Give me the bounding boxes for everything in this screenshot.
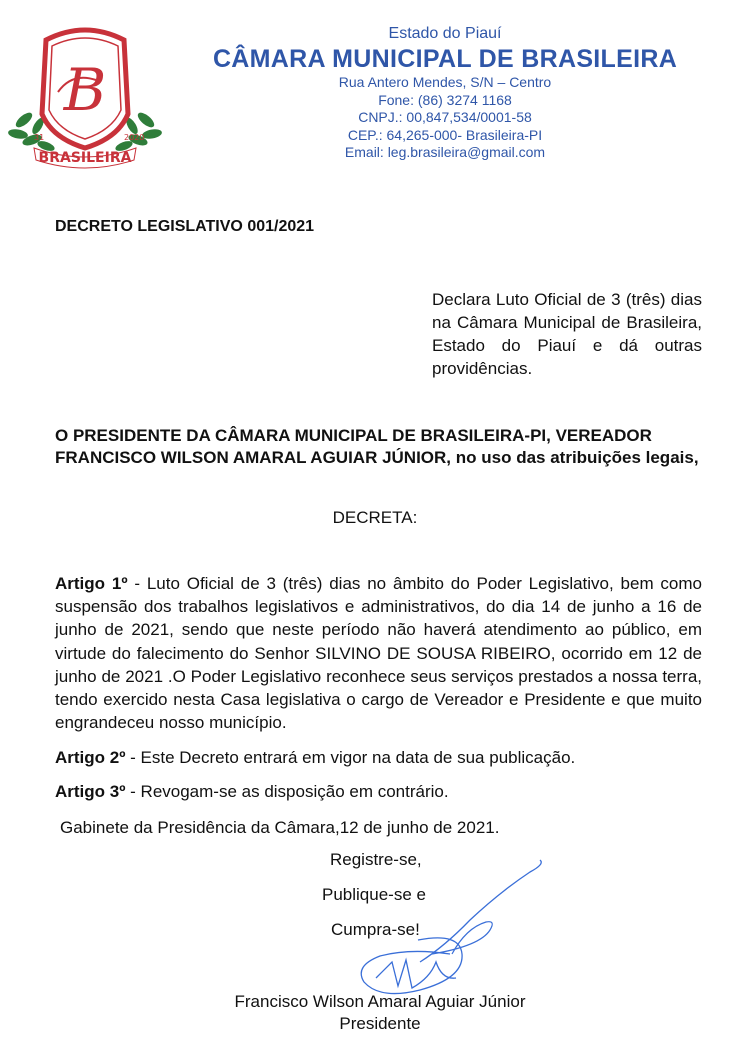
ementa: Declara Luto Oficial de 3 (três) dias na Câmara Municipal de Brasileira, Estado do Piauí e dá outras providências.	[432, 290, 702, 378]
cep: CEP.: 64,265-000- Brasileira-PI	[347, 126, 543, 143]
decreta-heading: DECRETA:	[332, 508, 418, 527]
signer-name: Francisco Wilson Amaral Aguiar Júnior	[234, 992, 526, 1011]
article-2-text: - Este Decreto entrará em vigor na data de sua publicação.	[125, 748, 576, 767]
municipal-crest-logo	[6, 22, 164, 172]
article-3	[55, 780, 449, 803]
article-2	[55, 746, 575, 769]
preamble-text: O PRESIDENTE DA CÂMARA MUNICIPAL DE BRASILEIRA-PI, VEREADOR FRANCISCO WILSON AMARAL AGUIAR JÚNIOR, no uso das atribuições legais,	[55, 426, 699, 467]
cnpj: CNPJ.: 00,847,534/0001-58	[358, 109, 532, 125]
letterhead	[190, 24, 700, 162]
state-name: Estado do Piauí	[388, 25, 502, 42]
email: Email: leg.brasileira@gmail.com	[344, 144, 546, 160]
article-1-label: Artigo 1º	[55, 574, 128, 593]
svg-text:2020: 2020	[124, 133, 145, 142]
register-line: Registre-se,	[330, 850, 422, 869]
svg-text:B: B	[63, 56, 107, 124]
svg-text:31: 31	[34, 133, 45, 142]
article-2-label: Artigo 2º	[55, 748, 126, 767]
address: Rua Antero Mendes, S/N – Centro	[338, 74, 552, 90]
article-3-label: Artigo 3º	[55, 782, 126, 801]
signer-role: Presidente	[339, 1014, 421, 1033]
svg-text:BRASILEIRA: BRASILEIRA	[38, 150, 132, 166]
closing-line: Gabinete da Presidência da Câmara,12 de junho de 2021.	[60, 818, 500, 837]
article-1-text: - Luto Oficial de 3 (três) dias no âmbito do Poder Legislativo, bem como suspensão dos trabalhos legislativos e administrativos, do dia 14 de junho a 16 de junho de 2021, sendo que neste período não haverá atendimento ao público, em virtude do falecimento do Senhor SILVINO DE SOUSA RIBEIRO, ocorrido em 12 de junho de 2021 .O Poder Legislativo reconhece seus serviços prestados a nossa terra, tendo exercido nesta Casa legislativa o cargo de Vereador e Presidente e que muito engrandeceu nosso município.	[55, 574, 702, 733]
preamble	[55, 425, 700, 469]
decree-title: DECRETO LEGISLATIVO 001/2021	[55, 218, 315, 235]
phone: Fone: (86) 3274 1168	[378, 91, 512, 108]
publish-line: Publique-se e	[322, 885, 426, 904]
comply-line: Cumpra-se!	[331, 920, 420, 939]
chamber-name: CÂMARA MUNICIPAL DE BRASILEIRA	[212, 45, 678, 73]
article-3-text: - Revogam-se as disposição em contrário.	[125, 782, 449, 801]
article-1	[55, 572, 702, 734]
